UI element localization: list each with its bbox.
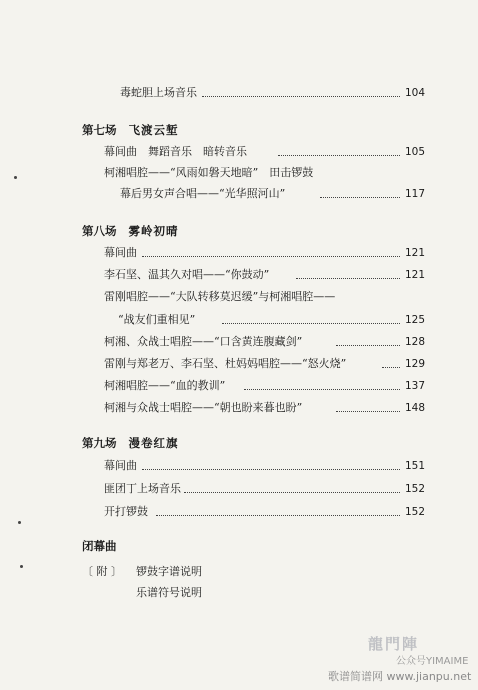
scene-number: 第八场 (82, 224, 117, 238)
entry-page: 117 (405, 188, 426, 200)
toc-entry[interactable] (0, 313, 478, 327)
entry-title: “战友们重相见” (118, 313, 196, 326)
toc-entry[interactable] (0, 335, 478, 349)
entry-title: 幕间曲 舞蹈音乐 暗转音乐 (104, 145, 247, 158)
entry-title: 毒蛇胆上场音乐 (120, 86, 197, 99)
toc-entry[interactable] (0, 357, 478, 371)
entry-title: 幕间曲 (104, 246, 137, 259)
entry-page: 151 (405, 460, 426, 472)
toc-entry-continued: 雷刚唱腔——“大队转移莫迟缓”与柯湘唱腔—— (104, 290, 336, 303)
scene-name: 飞渡云堑 (128, 123, 179, 137)
leader-dots (382, 357, 400, 368)
watermark-site: 公众号YIMAIME (396, 656, 469, 667)
watermark-logo: 龍門陣 (368, 635, 420, 653)
entry-page: 152 (405, 483, 426, 495)
entry-title: 柯湘与众战士唱腔——“朝也盼来暮也盼” (104, 401, 303, 414)
leader-dots (222, 313, 400, 324)
entry-title: 李石坚、温其久对唱——“你鼓动” (104, 268, 270, 281)
leader-dots (184, 482, 400, 493)
leader-dots (296, 268, 400, 279)
appendix-item[interactable]: 乐谱符号说明 (136, 586, 202, 599)
toc-entry[interactable] (0, 505, 478, 519)
leader-dots (336, 335, 400, 346)
entry-page: 125 (405, 314, 426, 326)
entry-page: 148 (405, 402, 426, 414)
leader-dots (278, 145, 400, 156)
scan-mark (14, 176, 17, 179)
scene-number: 第九场 (82, 436, 117, 450)
toc-entry-continued: 柯湘唱腔——“风雨如磐天地暗” 田击锣鼓 (104, 166, 314, 179)
entry-title: 柯湘唱腔——“血的教训” (104, 379, 226, 392)
entry-title: 雷刚与郑老万、李石坚、杜妈妈唱腔——“怒火烧” (104, 357, 347, 370)
entry-title: 幕间曲 (104, 459, 137, 472)
toc-entry[interactable] (0, 459, 478, 473)
entry-title: 柯湘、众战士唱腔——“口含黄连腹藏剑” (104, 335, 303, 348)
leader-dots (202, 86, 400, 97)
leader-dots (244, 379, 400, 390)
leader-dots (142, 459, 400, 470)
entry-title: 匪团丁上场音乐 (104, 482, 181, 495)
toc-entry[interactable] (0, 379, 478, 393)
toc-entry[interactable] (0, 145, 478, 159)
leader-dots (336, 401, 400, 412)
scene-heading (82, 123, 179, 137)
entry-page: 137 (405, 380, 426, 392)
leader-dots (320, 187, 400, 198)
scene-heading (82, 224, 179, 238)
entry-page: 104 (405, 87, 426, 99)
toc-entry[interactable] (0, 401, 478, 415)
entry-page: 129 (405, 358, 426, 370)
leader-dots (142, 246, 400, 257)
entry-page: 128 (405, 336, 426, 348)
scan-mark (20, 565, 23, 568)
scan-mark (18, 521, 21, 524)
scene-number: 第七场 (82, 123, 117, 137)
appendix-tag: 〔 附 〕 (82, 565, 122, 578)
scene-heading (82, 436, 179, 450)
leader-dots (156, 505, 400, 516)
toc-entry[interactable] (0, 86, 478, 100)
entry-page: 121 (405, 269, 426, 281)
scene-name: 漫卷红旗 (128, 436, 179, 450)
entry-page: 152 (405, 506, 426, 518)
entry-page: 121 (405, 247, 426, 259)
entry-title: 开打锣鼓 (104, 505, 148, 518)
toc-entry[interactable] (0, 268, 478, 282)
scene-name: 雾岭初晴 (128, 224, 179, 238)
toc-entry[interactable] (0, 482, 478, 496)
closing-heading: 闭幕曲 (82, 539, 117, 553)
entry-page: 105 (405, 146, 426, 158)
entry-title: 幕后男女声合唱——“光华照河山” (120, 187, 286, 200)
toc-entry[interactable] (0, 246, 478, 260)
toc-entry[interactable] (0, 187, 478, 201)
watermark-footer: 歌谱简谱网 www.jianpu.net (328, 670, 472, 683)
appendix-item[interactable]: 锣鼓字谱说明 (136, 565, 202, 578)
